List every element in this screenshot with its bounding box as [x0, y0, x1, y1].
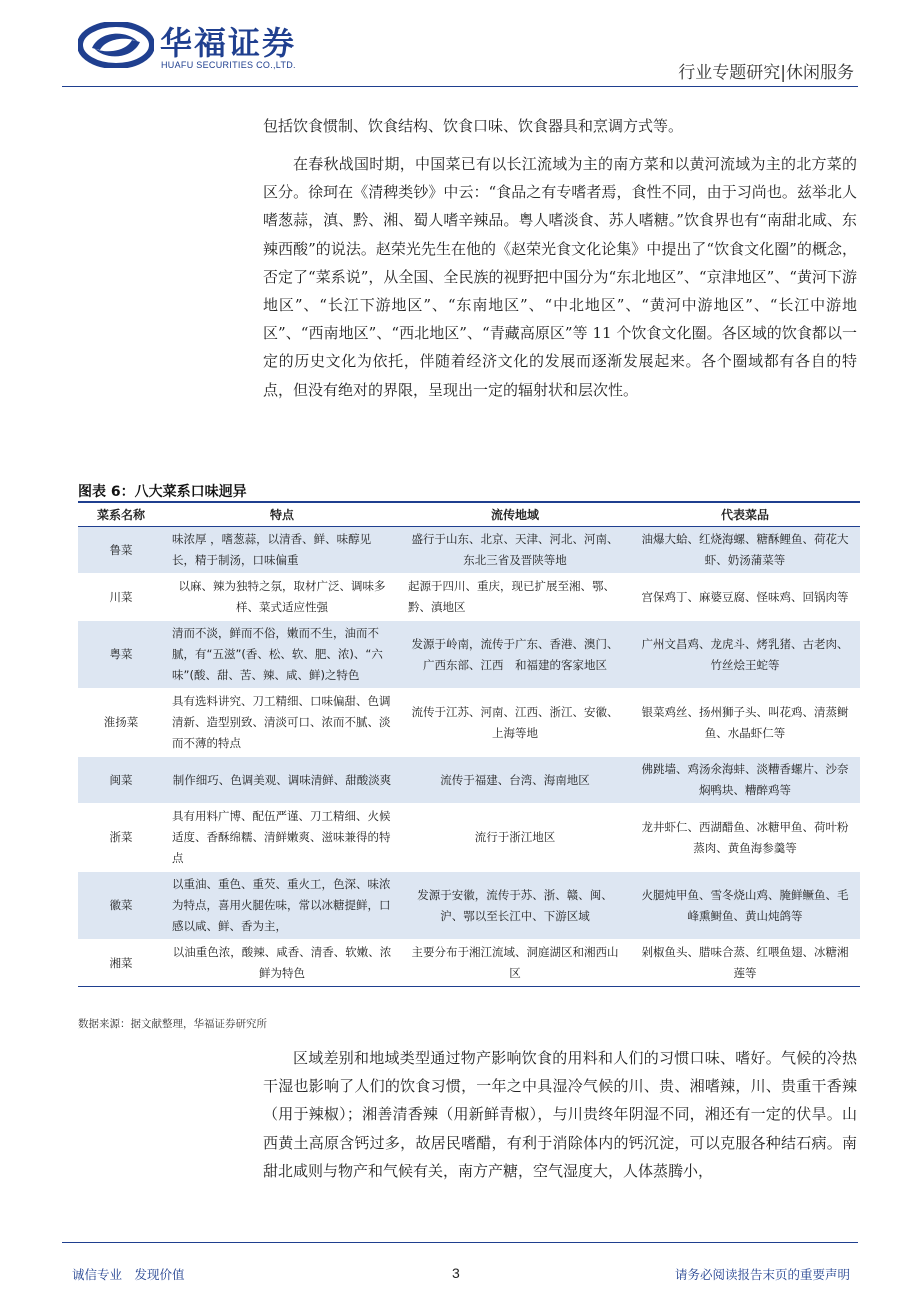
cuisine-name: 徽菜	[78, 872, 164, 940]
table-row	[78, 621, 860, 689]
column-header: 特点	[164, 502, 400, 527]
cuisine-dishes: 银菜鸡丝、扬州狮子头、叫花鸡、清蒸鲥鱼、水晶虾仁等	[630, 689, 860, 757]
footer-disclaimer: 请务必阅读报告末页的重要声明	[674, 1267, 850, 1282]
cuisine-feature: 味浓厚 ，嗜葱蒜，以清香、鲜、味醇见长，精于制汤，口味偏重	[164, 527, 400, 574]
cuisine-region: 盛行于山东、北京、天津、河北、河南、东北三省及晋陕等地	[400, 527, 630, 574]
logo-chinese-name: 华福证券	[160, 24, 297, 62]
cuisine-dishes: 广州文昌鸡、龙虎斗、烤乳猪、古老肉、竹丝烩王蛇等	[630, 621, 860, 689]
cuisine-region: 流传于福建、台湾、海南地区	[400, 757, 630, 804]
cuisine-feature: 清而不淡，鲜而不俗，嫩而不生，油而不腻，有“五滋”(香、松、软、肥、浓)、“六味”(酸、甜、苦、辣、咸、鲜)之特色	[164, 621, 400, 689]
cuisine-region: 发源于岭南，流传于广东、香港、澳门、广西东部、江西 和福建的客家地区	[400, 621, 630, 689]
cuisine-dishes: 油爆大蛤、红烧海螺、糖酥鲤鱼、荷花大虾、奶汤蒲菜等	[630, 527, 860, 574]
cuisine-table	[78, 501, 860, 987]
table-row	[78, 757, 860, 804]
cuisine-feature: 以油重色浓，酸辣、咸香、清香、软嫩、浓鲜为特色	[164, 940, 400, 987]
page-header	[0, 0, 920, 92]
table-row	[78, 574, 860, 621]
body-paragraph-3: 区域差别和地域类型通过物产影响饮食的用料和人们的习惯口味、嗜好。气候的冷热干湿也影响了人们的饮食习惯，一年之中具湿冷气候的川、贵、湘嗜辣，川、贵重干香辣（用于辣椒）；湘善清香辣（用新鲜青椒），与川贵终年阴湿不同，湘还有一定的伏旱。山西黄土高原含钙过多，故居民嗜醋，有利于消除体内的钙沉淀，可以克服各种结石病。南甜北咸则与物产和气候有关，南方产糖，空气湿度大，人体蒸腾小，	[263, 1049, 857, 1180]
table-row	[78, 804, 860, 872]
cuisine-region: 起源于四川、重庆，现已扩展至湘、鄂、黔、滇地区	[400, 574, 630, 621]
cuisine-feature: 具有用料广博、配伍严谨、刀工精细、火候适度、香酥绵糯、清鲜嫩爽、滋味兼得的特点	[164, 804, 400, 872]
cuisine-dishes: 宫保鸡丁、麻婆豆腐、怪味鸡、回锅肉等	[630, 574, 860, 621]
cuisine-name: 浙菜	[78, 804, 164, 872]
cuisine-region: 流传于江苏、河南、江西、浙江、安徽、上海等地	[400, 689, 630, 757]
cuisine-feature: 以麻、辣为独特之氛，取材广泛、调味多样、菜式适应性强	[164, 574, 400, 621]
footer-divider	[62, 1242, 858, 1243]
cuisine-feature: 制作细巧、色调美观、调味清鲜、甜酸淡爽	[164, 757, 400, 804]
cuisine-dishes: 剁椒鱼头、腊味合蒸、红喂鱼翅、冰糖湘莲等	[630, 940, 860, 987]
cuisine-feature: 以重油、重色、重芡、重火工，色深、味浓为特点，喜用火腿佐味，常以冰糖提鲜，口感以咸、鲜、香为主，	[164, 872, 400, 940]
cuisine-name: 粤菜	[78, 621, 164, 689]
logo-english-name: HUAFU SECURITIES CO.,LTD.	[161, 60, 296, 70]
cuisine-name: 川菜	[78, 574, 164, 621]
table-row	[78, 940, 860, 987]
huafu-logo-icon	[78, 22, 154, 68]
table-header-row	[78, 502, 860, 527]
figure-title: 图表 6：八大菜系口味迥异	[78, 484, 247, 500]
table-row	[78, 527, 860, 574]
data-source-note: 数据来源：据文献整理，华福证券研究所	[78, 1018, 267, 1030]
cuisine-name: 闽菜	[78, 757, 164, 804]
cuisine-name: 淮扬菜	[78, 689, 164, 757]
column-header: 代表菜品	[630, 502, 860, 527]
header-divider	[62, 86, 858, 87]
table-row	[78, 872, 860, 940]
cuisine-name: 鲁菜	[78, 527, 164, 574]
body-paragraph-1: 包括饮食惯制、饮食结构、饮食口味、饮食器具和烹调方式等。	[263, 117, 684, 135]
cuisine-dishes: 佛跳墙、鸡汤氽海蚌、淡糟香螺片、沙奈焖鸭块、糟醉鸡等	[630, 757, 860, 804]
cuisine-name: 湘菜	[78, 940, 164, 987]
column-header: 流传地域	[400, 502, 630, 527]
cuisine-dishes: 龙井虾仁、西湖醋鱼、冰糖甲鱼、荷叶粉蒸肉、黄鱼海参羹等	[630, 804, 860, 872]
table-row	[78, 689, 860, 757]
page-number: 3	[452, 1265, 460, 1281]
report-section-label: 行业专题研究|休闲服务	[678, 63, 854, 83]
footer-slogan: 诚信专业 发现价值	[72, 1267, 185, 1282]
cuisine-region: 主要分布于湘江流域、洞庭湖区和湘西山区	[400, 940, 630, 987]
cuisine-region: 发源于安徽，流传于苏、浙、赣、闽、沪、鄂以至长江中、下游区域	[400, 872, 630, 940]
cuisine-dishes: 火腿炖甲鱼、雪冬烧山鸡、腌鲜鳜鱼、毛峰熏鲥鱼、黄山炖鸽等	[630, 872, 860, 940]
column-header: 菜系名称	[78, 502, 164, 527]
cuisine-feature: 具有选料讲究、刀工精细、口味偏甜、色调清新、造型别致、清淡可口、浓而不腻、淡而不薄的特点	[164, 689, 400, 757]
cuisine-region: 流行于浙江地区	[400, 804, 630, 872]
body-paragraph-2: 在春秋战国时期，中国菜已有以长江流域为主的南方菜和以黄河流域为主的北方菜的区分。徐珂在《清稗类钞》中云：“食品之有专嗜者焉，食性不同，由于习尚也。兹举北人嗜葱蒜，滇、黔、湘、蜀人嗜辛辣品。粤人嗜淡食、苏人嗜糖。”饮食界也有“南甜北咸、东辣西酸”的说法。赵荣光先生在他的《赵荣光食文化论集》中提出了“饮食文化圈”的概念，否定了“菜系说”，从全国、全民族的视野把中国分为“东北地区”、“京津地区”、“黄河下游地区”、“长江下游地区”、“东南地区”、“中北地区”、“黄河中游地区”、“长江中游地区”、“西南地区”、“西北地区”、“青藏高原区”等 11 个饮食文化圈。各区域的饮食都以一定的历史文化为依托，伴随着经济文化的发展而逐渐发展起来。各个圈域都有各自的特点，但没有绝对的界限，呈现出一定的辐射状和层次性。	[263, 155, 857, 399]
